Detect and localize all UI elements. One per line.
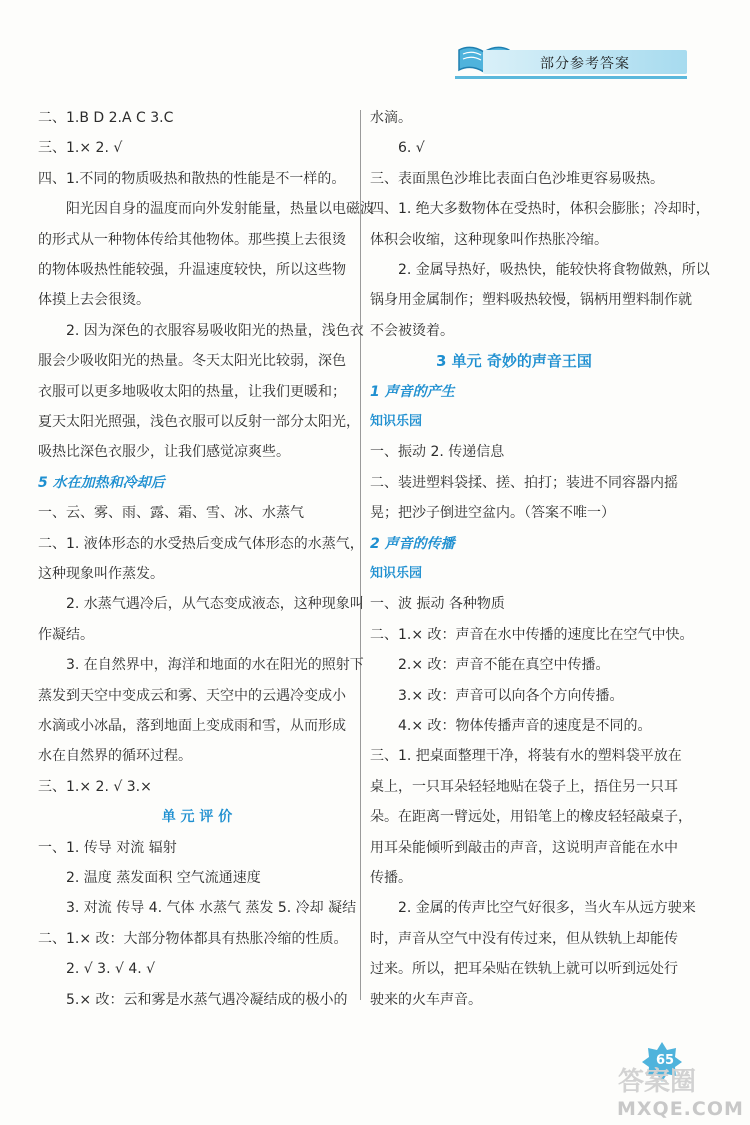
- section-heading: 1 声音的产生: [370, 383, 455, 400]
- page-number: 65: [656, 1053, 675, 1068]
- right-text-line: 2.× 改：声音不能在真空中传播。: [398, 657, 610, 674]
- left-text-line: 三、1.× 2. √: [38, 140, 123, 157]
- left-text-line: 二、1. 液体形态的水受热后变成气体形态的水蒸气，: [38, 535, 364, 552]
- right-text-line: 2. 金属的传声比空气好很多，当火车从远方驶来: [398, 900, 696, 917]
- right-text-line: 一、振动 2. 传递信息: [370, 444, 505, 461]
- left-text-line: 二、1.B D 2.A C 3.C: [38, 110, 174, 126]
- column-divider: [360, 110, 361, 1000]
- unit-review-heading: 单 元 评 价: [161, 809, 233, 826]
- left-text-line: 2. 水蒸气遇冷后，从气态变成液态，这种现象叫: [66, 596, 364, 613]
- right-text-line: 二、1.× 改：声音在水中传播的速度比在空气中快。: [370, 626, 694, 643]
- unit-heading: 3 单元 奇妙的声音王国: [436, 352, 592, 371]
- right-text-line: 时，声音从空气中没有传过来，但从铁轨上却能传: [370, 930, 678, 947]
- svg-text:答案圈: 答案圈: [618, 1067, 697, 1097]
- right-text-line: 驶来的火车声音。: [370, 991, 482, 1008]
- right-text-line: 过来。所以，把耳朵贴在铁轨上就可以听到远处行: [370, 961, 678, 978]
- left-text-line: 服会少吸收阳光的热量。冬天太阳光比较弱，深色: [38, 353, 346, 370]
- right-text-line: 桌上，一只耳朵轻轻地贴在袋子上，捂住另一只耳: [370, 778, 678, 795]
- left-text-line: 一、云、雾、雨、露、霜、雪、冰、水蒸气: [38, 505, 304, 522]
- left-text-line: 一、1. 传导 对流 辐射: [38, 839, 177, 856]
- right-text-line: 4.× 改：物体传播声音的速度是不同的。: [398, 718, 652, 734]
- left-text-line: 5.× 改：云和雾是水蒸气遇冷凝结成的极小的: [66, 991, 348, 1008]
- left-text-line: 夏天太阳光照强，浅色衣服可以反射一部分太阳光，: [38, 414, 360, 430]
- right-text-line: 锅身用金属制作；塑料吸热较慢，锅柄用塑料制作就: [370, 292, 692, 309]
- header-banner: [455, 40, 687, 80]
- watermark-text: MXQE.COM: [617, 1098, 744, 1120]
- header-rule: [455, 76, 687, 79]
- left-text-line: 水滴或小冰晶，落到地面上变成雨和雪，从而形成: [38, 718, 346, 734]
- right-text-line: 体积会收缩，这种现象叫作热胀冷缩。: [370, 231, 608, 248]
- left-text-line: 三、1.× 2. √ 3.×: [38, 778, 152, 795]
- right-text-line: 四、1. 绝大多数物体在受热时，体积会膨胀；冷却时，: [370, 201, 710, 218]
- right-text-line: 水滴。: [370, 110, 412, 126]
- right-text-line: 6. √: [398, 140, 425, 157]
- left-text-line: 2. 因为深色的衣服容易吸收阳光的热量，浅色衣: [66, 322, 364, 339]
- left-text-line: 蒸发到天空中变成云和雾、天空中的云遇冷变成小: [38, 687, 346, 704]
- left-text-line: 水在自然界的循环过程。: [38, 748, 192, 765]
- left-text-line: 的物体吸热性能较强，升温速度较快，所以这些物: [38, 262, 346, 278]
- left-text-line: 衣服可以更多地吸收太阳的热量，让我们更暖和；: [38, 383, 346, 400]
- right-text-line: 2. 金属导热好，吸热快，能较快将食物做熟，所以: [398, 262, 710, 278]
- right-text-line: 不会被烫着。: [370, 322, 454, 339]
- left-text-line: 2. √ 3. √ 4. √: [66, 961, 156, 978]
- right-text-line: 3.× 改：声音可以向各个方向传播。: [398, 687, 624, 704]
- left-text-line: 3. 对流 传导 4. 气体 水蒸气 蒸发 5. 冷却 凝结: [66, 900, 357, 917]
- left-text-line: 四、1.不同的物质吸热和散热的性能是不一样的。: [38, 170, 346, 187]
- left-text-line: 作凝结。: [38, 626, 94, 643]
- right-text-line: 二、装进塑料袋揉、搓、拍打；装进不同容器内摇: [370, 474, 678, 491]
- right-text-line: 用耳朵能倾听到敲击的声音，这说明声音能在水中: [370, 839, 678, 856]
- right-text-line: 三、表面黑色沙堆比表面白色沙堆更容易吸热。: [370, 170, 664, 187]
- left-text-line: 的形式从一种物体传给其他物体。那些摸上去很烫: [38, 231, 346, 248]
- section-heading: 5 水在加热和冷却后: [38, 474, 165, 491]
- right-text-line: 朵。在距离一臂远处，用铅笔上的橡皮轻轻敲桌子，: [370, 809, 692, 826]
- subsection-heading: 知识乐园: [370, 414, 423, 429]
- left-text-line: 3. 在自然界中，海洋和地面的水在阳光的照射下: [66, 657, 364, 674]
- right-text-line: 晃；把沙子倒进空盆内。（答案不唯一）: [370, 505, 615, 522]
- right-text-line: 三、1. 把桌面整理干净，将装有水的塑料袋平放在: [370, 748, 682, 765]
- right-text-line: 传播。: [370, 870, 412, 886]
- right-text-line: 一、波 振动 各种物质: [370, 596, 505, 613]
- left-text-line: 吸热比深色衣服少，让我们感觉凉爽些。: [38, 444, 290, 461]
- left-text-line: 阳光因自身的温度而向外发射能量，热量以电磁波: [66, 201, 374, 218]
- left-text-line: 2. 温度 蒸发面积 空气流通速度: [66, 870, 261, 886]
- section-heading: 2 声音的传播: [370, 535, 455, 552]
- header-title: 部分参考答案: [540, 56, 630, 72]
- left-text-line: 体摸上去会很烫。: [38, 292, 150, 309]
- left-text-line: 二、1.× 改：大部分物体都具有热胀冷缩的性质。: [38, 930, 348, 947]
- subsection-heading: 知识乐园: [370, 566, 423, 581]
- left-text-line: 这种现象叫作蒸发。: [38, 566, 164, 582]
